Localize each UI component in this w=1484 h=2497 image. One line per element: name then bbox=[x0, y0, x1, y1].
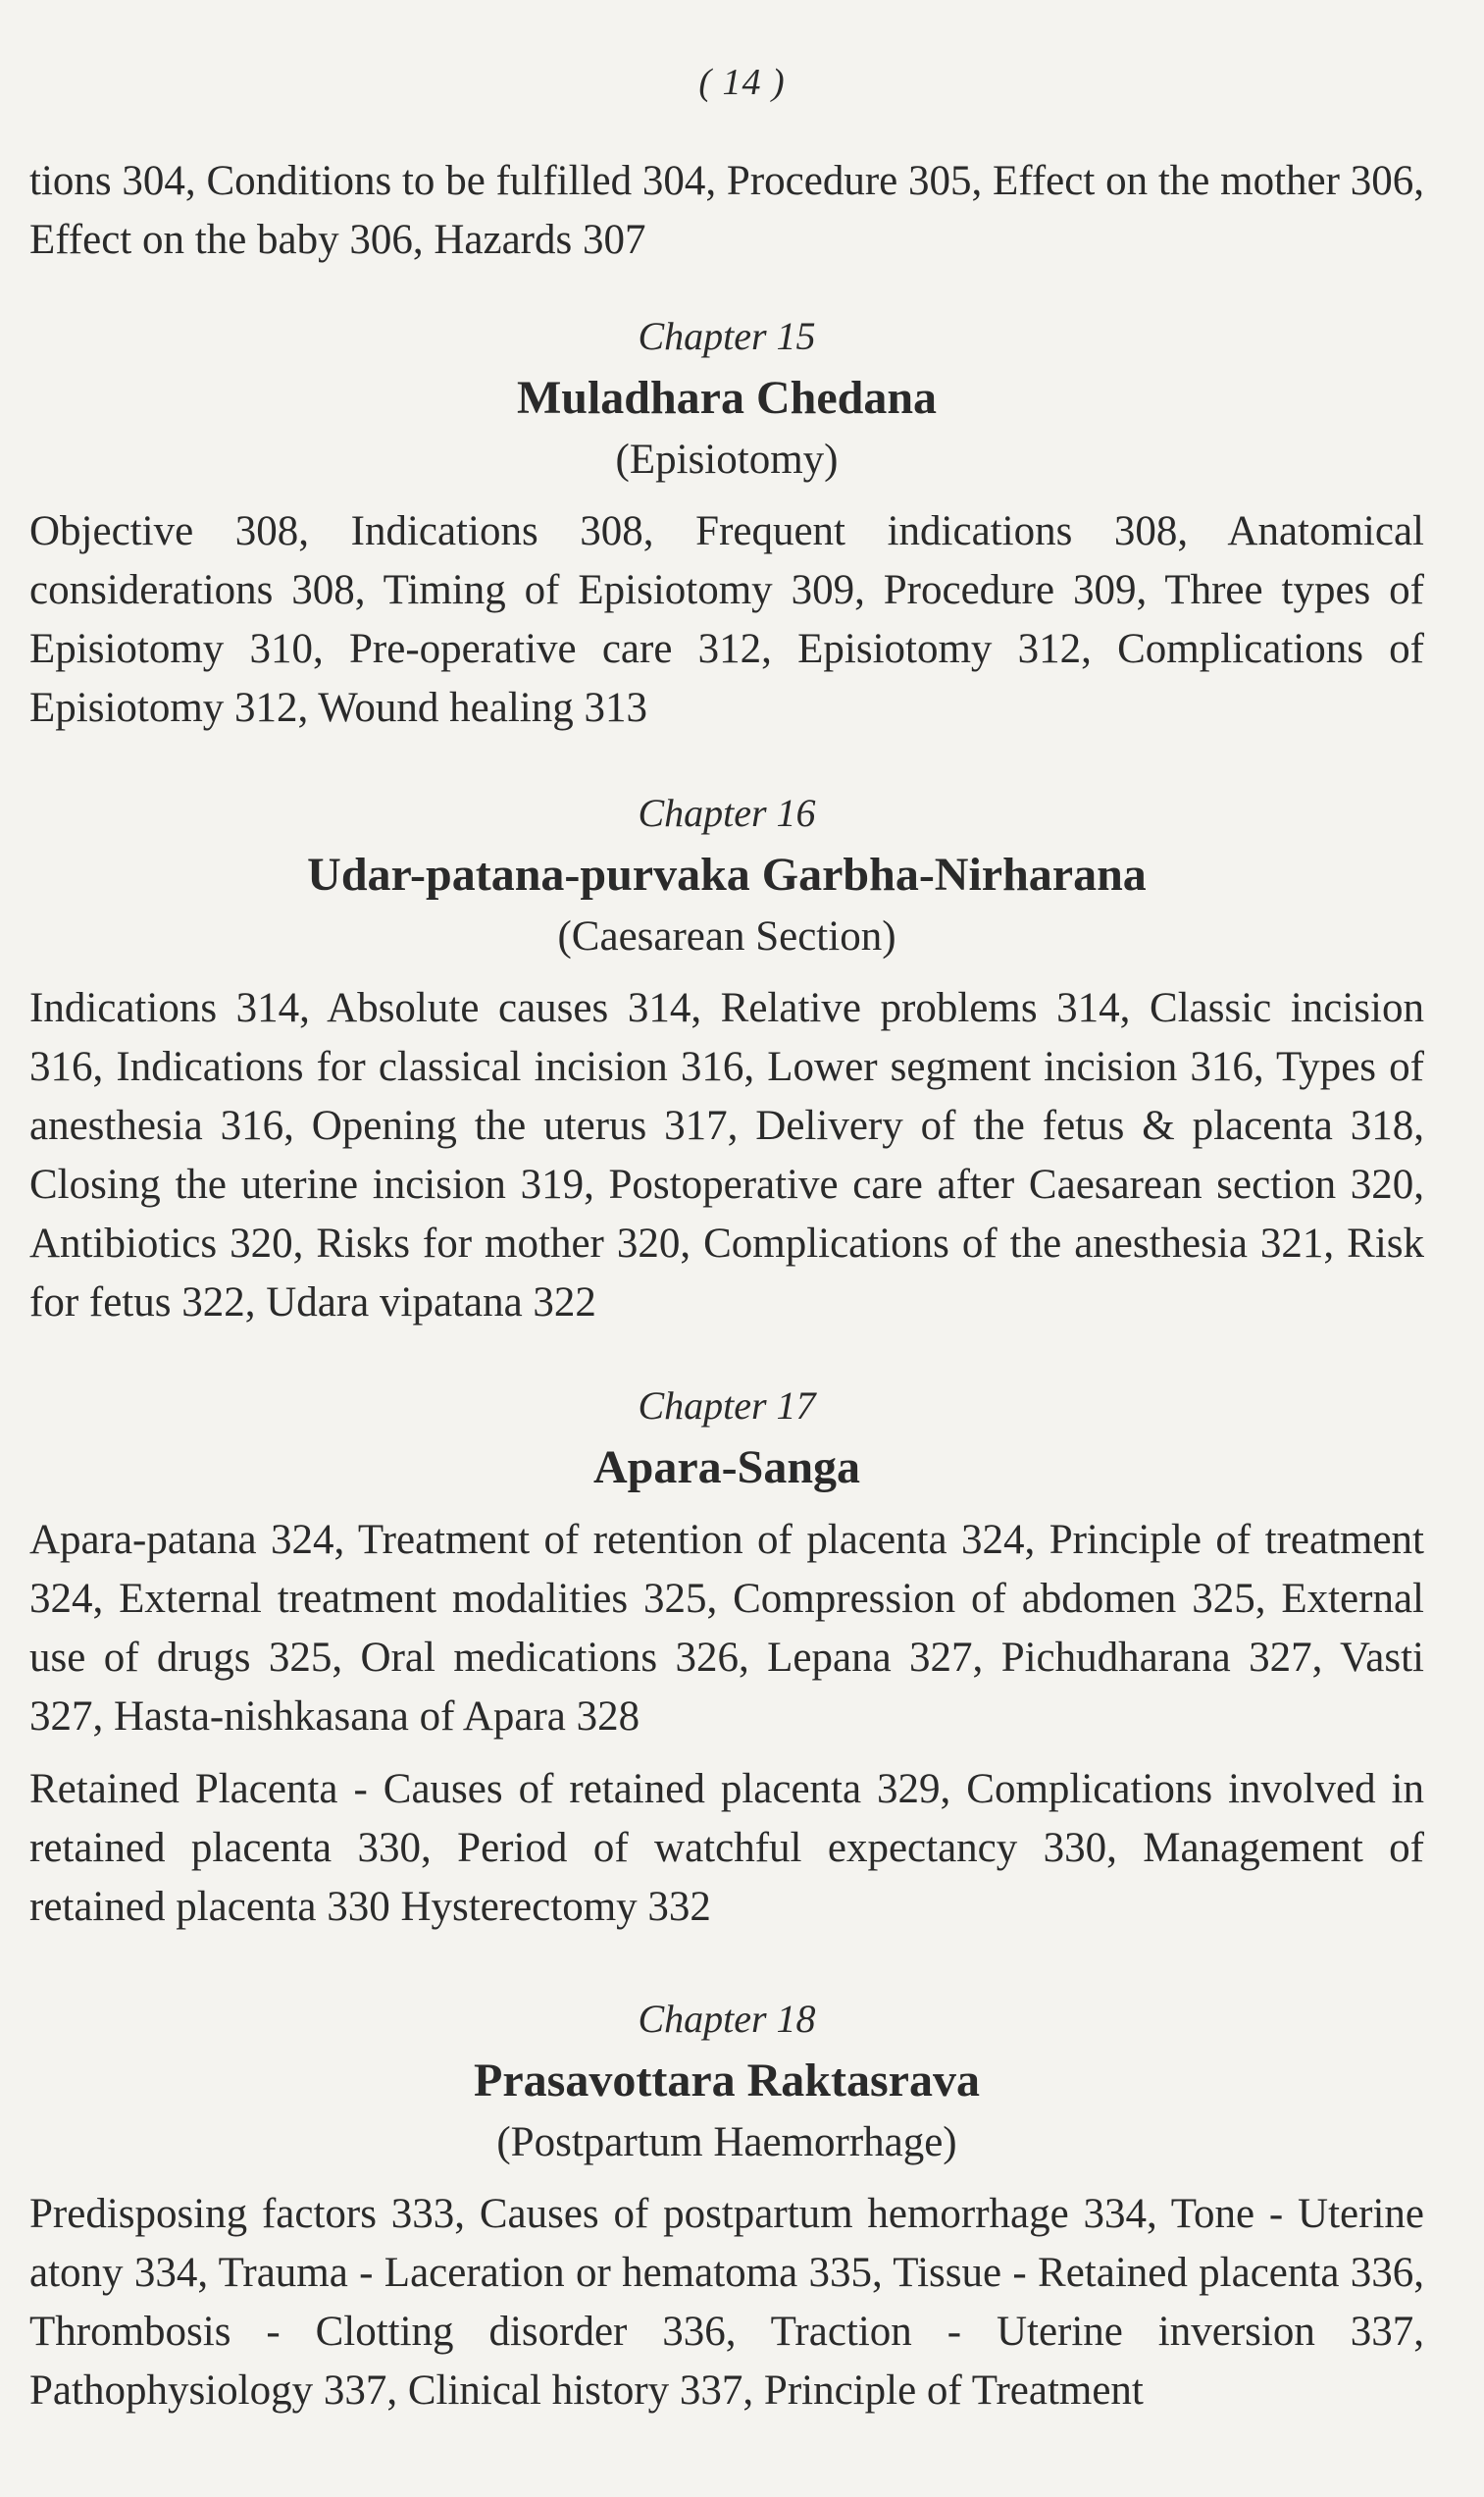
chapter-label: Chapter 16 bbox=[638, 791, 816, 835]
chapter-18-section bbox=[29, 1989, 1424, 2420]
chapter-contents-paragraph: Objective 308, Indications 308, Frequent indications 308, Anatomical considerations 308, Timing of Episiotomy 309, Procedure 309, Three types of Episiotomy 310, Pre-operative care 312, Episiotomy 312, Complications of Episiotomy 312, Wound healing 313 bbox=[29, 508, 1424, 731]
chapter-16-section bbox=[29, 783, 1424, 1332]
chapter-contents-paragraph: Retained Placenta - Causes of retained placenta 329, Complications involved in retained placenta 330, Period of watchful expectancy 330, Management of retained placenta 330 Hysterectomy 332 bbox=[29, 1766, 1424, 1930]
chapter-label: Chapter 15 bbox=[638, 314, 816, 358]
chapter-17-section bbox=[29, 1376, 1424, 1937]
chapter-title: Udar-patana-purvaka Garbha-Nirharana bbox=[307, 849, 1147, 901]
page-number: ( 14 ) bbox=[698, 62, 786, 103]
chapter-title: Prasavottara Raktasrava bbox=[474, 2055, 980, 2107]
chapter-15-section bbox=[29, 306, 1424, 738]
chapter-subtitle: (Caesarean Section) bbox=[557, 913, 896, 960]
chapter-label: Chapter 18 bbox=[638, 1997, 816, 2041]
chapter-contents-paragraph: Predisposing factors 333, Causes of postpartum hemorrhage 334, Tone - Uterine atony 334, Trauma - Laceration or hematoma 335, Tissue - Retained placenta 336, Thrombosis - Clotting disorder 336, Traction - Uterine inversion 337, Pathophysiology 337, Clinical history 337, Principle of Treatment bbox=[29, 2191, 1424, 2414]
intro-block bbox=[29, 152, 1424, 270]
chapter-title: Muladhara Chedana bbox=[516, 372, 938, 424]
chapter-subtitle: (Postpartum Haemorrhage) bbox=[496, 2119, 957, 2165]
chapter-contents-paragraph: Indications 314, Absolute causes 314, Relative problems 314, Classic incision 316, Indications for classical incision 316, Lower segment incision 316, Types of anesthesia 316, Opening the uterus 317, Delivery of the fetus & placenta 318, Closing the uterine incision 319, Postoperative care after Caesarean section 320, Antibiotics 320, Risks for mother 320, Complications of the anesthesia 321, Risk for fetus 322, Udara vipatana 322 bbox=[29, 985, 1424, 1326]
chapter-label: Chapter 17 bbox=[638, 1383, 816, 1428]
chapter-subtitle: (Episiotomy) bbox=[615, 437, 839, 483]
intro-paragraph: tions 304, Conditions to be fulfilled 304, Procedure 305, Effect on the mother 306, Effect on the baby 306, Hazards 307 bbox=[29, 158, 1424, 263]
chapter-title: Apara-Sanga bbox=[592, 1441, 861, 1493]
chapter-contents-paragraph: Apara-patana 324, Treatment of retention of placenta 324, Principle of treatment 324, External treatment modalities 325, Compression of abdomen 325, External use of drugs 325, Oral medications 326, Lepana 327, Pichudharana 327, Vasti 327, Hasta-nishkasana of Apara 328 bbox=[29, 1517, 1424, 1740]
